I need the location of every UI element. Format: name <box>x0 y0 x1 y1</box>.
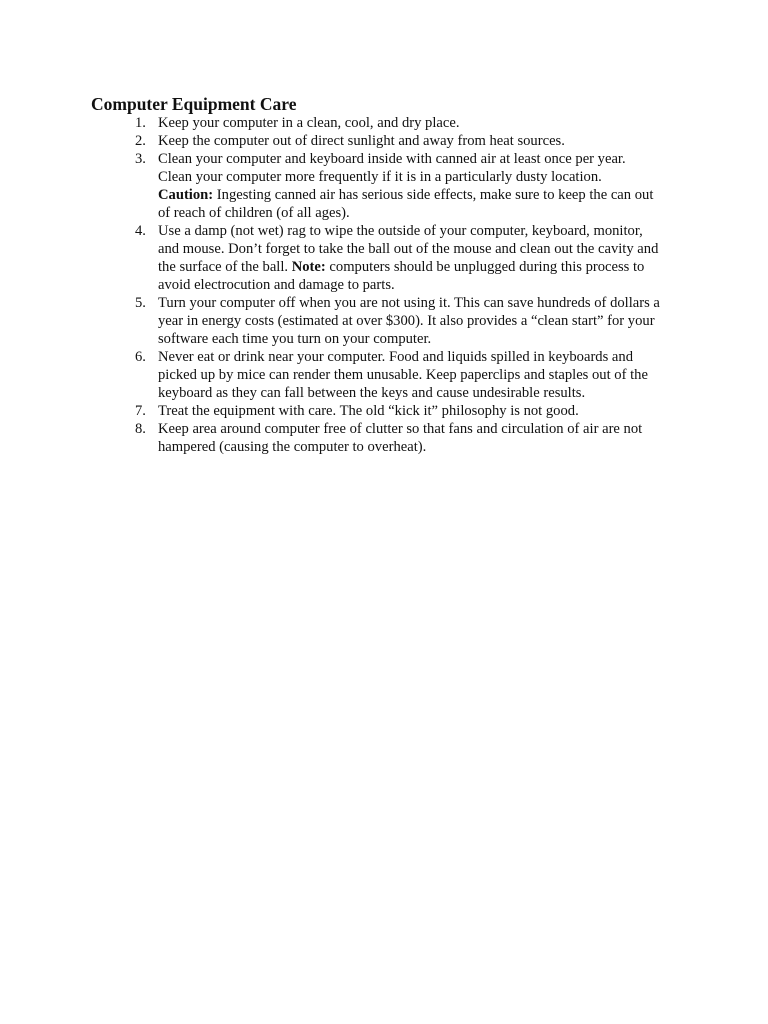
list-text: year in energy costs (estimated at over $300). It also provides a “clean start” for your <box>158 313 655 329</box>
list-text: Never eat or drink near your computer. Food and liquids spilled in keyboards and <box>158 349 633 365</box>
list-number: 1. <box>135 115 146 131</box>
list-number: 4. <box>135 223 146 239</box>
list-item-5 <box>135 294 683 348</box>
list-number: 8. <box>135 421 146 437</box>
list-number: 5. <box>135 295 146 311</box>
caution-label: Caution: <box>158 187 214 203</box>
list-item-1 <box>135 114 683 132</box>
list-text: Use a damp (not wet) rag to wipe the outside of your computer, keyboard, monitor, <box>158 223 643 239</box>
list-text: Turn your computer off when you are not using it. This can save hundreds of dollars a <box>158 295 660 311</box>
note-text: computers should be unplugged during this process to <box>325 259 645 275</box>
list-text: Clean your computer and keyboard inside with canned air at least once per year. <box>158 151 626 167</box>
list-item-3 <box>135 150 683 222</box>
caution-text: Ingesting canned air has serious side effects, make sure to keep the can out <box>213 187 654 203</box>
list-text: hampered (causing the computer to overheat). <box>158 439 427 455</box>
list-number: 2. <box>135 133 146 149</box>
list-number: 3. <box>135 151 146 167</box>
list-text: Keep your computer in a clean, cool, and dry place. <box>158 115 460 131</box>
note-label: Note: <box>291 259 326 275</box>
list-text: Keep the computer out of direct sunlight and away from heat sources. <box>158 133 565 149</box>
note-line <box>158 258 683 276</box>
list-item-8 <box>135 420 683 456</box>
caution-text-continued: of reach of children (of all ages). <box>158 205 350 221</box>
note-text-continued: avoid electrocution and damage to parts. <box>158 277 395 293</box>
note-prefix: the surface of the ball. <box>158 259 292 275</box>
list-item-6 <box>135 348 683 402</box>
caution-line <box>158 186 683 204</box>
care-list <box>135 114 683 456</box>
list-text: Clean your computer more frequently if it is in a particularly dusty location. <box>158 169 602 185</box>
list-text: Treat the equipment with care. The old “kick it” philosophy is not good. <box>158 403 579 419</box>
list-text: Keep area around computer free of clutter so that fans and circulation of air are not <box>158 421 643 437</box>
list-text: picked up by mice can render them unusable. Keep paperclips and staples out of the <box>158 367 648 383</box>
list-item-4 <box>135 222 683 294</box>
list-text: and mouse. Don’t forget to take the ball out of the mouse and clean out the cavity and <box>158 241 659 257</box>
list-number: 7. <box>135 403 146 419</box>
list-item-2 <box>135 132 683 150</box>
list-text: keyboard as they can fall between the keys and cause undesirable results. <box>158 385 586 401</box>
page-title: Computer Equipment Care <box>91 94 297 114</box>
list-item-7 <box>135 402 683 420</box>
list-number: 6. <box>135 349 146 365</box>
list-text: software each time you turn on your computer. <box>158 331 432 347</box>
